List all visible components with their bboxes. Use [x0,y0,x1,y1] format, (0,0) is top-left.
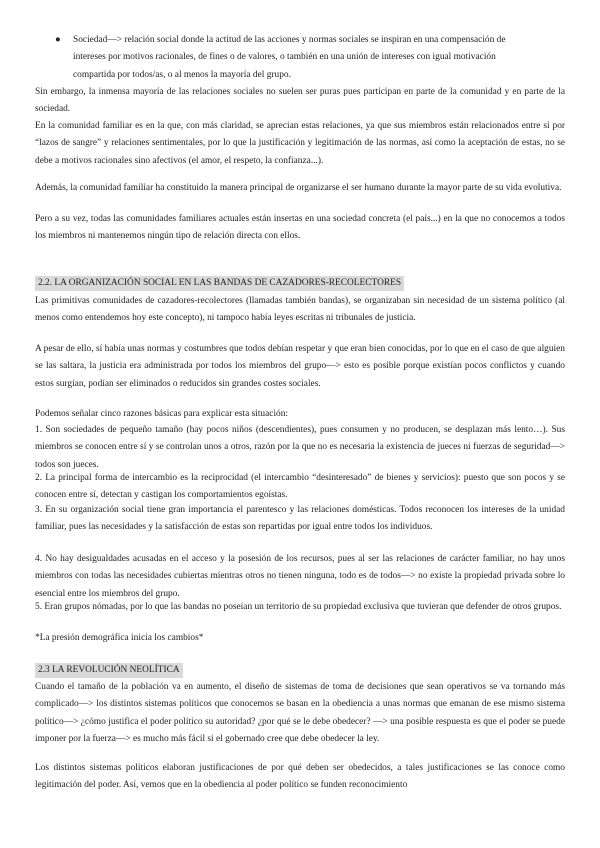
list-item: 5. Eran grupos nómadas, por lo que las bandas no poseían un territorio de su propiedad exclusiva que tuvieran que defender de otros grupos. [35,602,562,612]
bullet-icon: ● [55,35,61,45]
paragraph: En la comunidad familiar es en la que, con más claridad, se aprecian estas relaciones, ya que sus miembros están relacionados entre sí por “lazos de sangre” y relaciones sentimentales, por lo que la justificación y legitimación de las normas, así como la aceptación de estas, no se debe a motivos racionales sino afectivos (el amor, el respeto, la confianza...). [35,121,565,166]
list-item: 1. Son sociedades de pequeño tamaño (hay pocos niños (descendientes), pues consumen y no producen, se desplazan más lento…). Sus miembros se conocen entre sí y se controlan unos a otros, razón por la que no es necesaria la existencia de jueces ni fuerzas de seguridad—> todos son jueces. [35,425,565,470]
note: *La presión demográfica inicia los cambios* [35,633,204,643]
paragraph: Pero a su vez, todas las comunidades familiares actuales están insertas en una sociedad concreta (el país...) en la que no conocemos a todos los miembros ni mantenemos ningún tipo de relación directa con ellos. [35,214,565,242]
section-heading: 2.2. LA ORGANIZACIÓN SOCIAL EN LAS BANDAS DE CAZADORES-RECOLECTORES [35,276,404,291]
list-item: 4. No hay desigualdades acusadas en el acceso y la posesión de los recursos, pues al ser las relaciones de carácter familiar, no hay unos miembros con todas las necesidades cubiertas mientras otros no tienen ninguna, todo es de todos—> no existe la propiedad privada sobre lo esencial entre los miembros del grupo. [35,554,565,599]
paragraph: Podemos señalar cinco razones básicas para explicar esta situación: [35,409,289,419]
paragraph: A pesar de ello, sí había unas normas y costumbres que todos debían respetar y que eran bien conocidas, por lo que en el caso de que alguien se las saltara, la justicia era administrada por todos los miembros del grupo—> esto es posible porque existían pocos conflictos y cuando estos surgían, podían ser eliminados o reducidos sin grandes costes sociales. [35,344,565,389]
section-heading: 2.3 LA REVOLUCIÓN NEOLÍTICA [35,663,183,678]
list-item: 2. La principal forma de intercambio es la reciprocidad (el intercambio “desinteresado” de bienes y servicios): puesto que son pocos y se conocen entre sí, detectan y castigan los comportamientos egoístas. [35,473,565,501]
paragraph: Cuando el tamaño de la población va en aumento, el diseño de sistemas de toma de decisiones que sean operativos se va tornando más complicado—> los distintos sistemas políticos que conocemos se basan en la obediencia a unas normas que emanan de ese mismo sistema político—> ¿cómo justifica el poder político su autoridad? ¿por qué se le debe obedecer? —> una posible respuesta es que el poder se puede imponer por la fuerza—> es mucho más fácil si el gobernado cree que debe obedecer la ley. [35,682,565,744]
list-item: 3. En su organización social tiene gran importancia el parentesco y las relaciones domésticas. Todos reconocen los intereses de la unidad familiar, pues las necesidades y la satisfacción de estas son repartidas por igual entre todos los individuos. [35,505,565,533]
paragraph: Además, la comunidad familiar ha constituido la manera principal de organizarse el ser humano durante la mayor parte de su vida evolutiva. [35,183,562,193]
bullet-text: Sociedad—> relación social donde la actitud de las acciones y normas sociales se inspiran en una compensación de intereses por motivos racionales, de fines o de valores, o también en una unión de intereses con igual motivación compartida por todos/as, o al menos la mayoría del grupo. [73,35,506,80]
paragraph: Los distintos sistemas políticos elaboran justificaciones de por qué deben ser obedecidos, a tales justificaciones se las conoce como legitimación del poder. Así, vemos que en la obediencia al poder político se funden reconocimiento [35,763,565,791]
paragraph: Las primitivas comunidades de cazadores-recolectores (llamadas también bandas), se organizaban sin necesidad de un sistema político (al menos como entendemos hoy este concepto), ni tampoco había leyes escritas ni tribunales de justicia. [35,296,565,324]
bullet-item-sociedad [55,32,525,84]
paragraph: Sin embargo, la inmensa mayoría de las relaciones sociales no suelen ser puras pues participan en parte de la comunidad y en parte de la sociedad. [35,87,565,115]
